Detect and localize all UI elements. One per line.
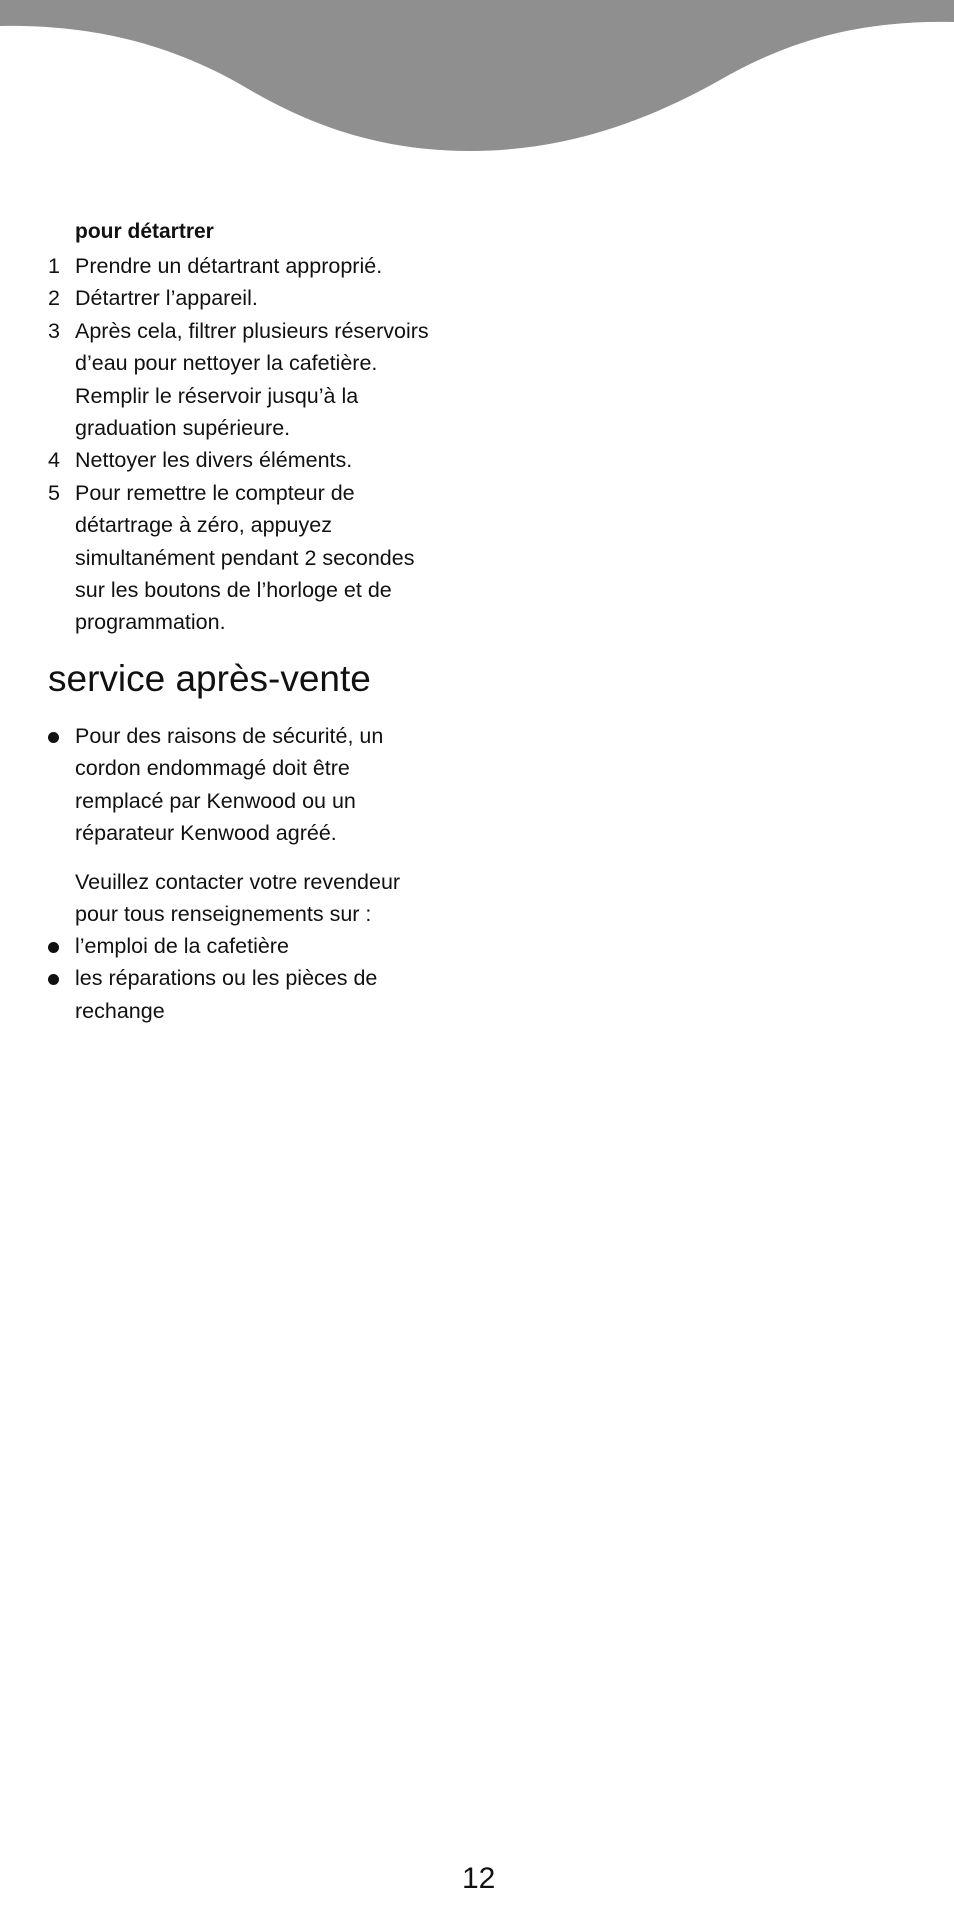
- bullet-icon: [48, 974, 59, 985]
- text-line: [0, 380, 429, 412]
- step-item: [0, 250, 429, 282]
- text-line: [0, 606, 429, 638]
- line-text: détartrage à zéro, appuyez: [75, 513, 332, 538]
- line-text: graduation supérieure.: [75, 415, 291, 440]
- text-line: [0, 995, 377, 1027]
- text-line: [0, 509, 429, 541]
- contact-bullets-list: [0, 930, 377, 1027]
- line-text: Après cela, filtrer plusieurs réservoirs: [75, 318, 429, 343]
- step-number: 3: [48, 318, 60, 343]
- line-text: Prendre un détartrant approprié.: [75, 254, 383, 278]
- descaling-steps-list: [0, 250, 429, 639]
- text-line: [0, 785, 383, 817]
- line-text: l’emploi de la cafetière: [75, 934, 289, 958]
- text-line: [0, 720, 383, 752]
- step-item: [0, 315, 429, 445]
- contact-bullet-item: [0, 962, 377, 1027]
- step-item: [0, 477, 429, 639]
- line-text: Remplir le réservoir jusqu’à la: [75, 383, 359, 408]
- line-text: Pour des raisons de sécurité, un: [75, 724, 384, 748]
- line-text: les réparations ou les pièces de: [75, 966, 378, 991]
- line-text: programmation.: [75, 610, 226, 635]
- step-item: [0, 444, 429, 476]
- line-text: réparateur Kenwood agréé.: [75, 821, 337, 846]
- line-text: pour tous renseignements sur :: [75, 902, 372, 927]
- bullet-icon: [48, 732, 59, 743]
- step-number: 2: [48, 286, 60, 311]
- line-text: rechange: [75, 998, 165, 1023]
- step-number: 4: [48, 448, 60, 473]
- text-line: [0, 542, 429, 574]
- text-line: [0, 574, 429, 606]
- line-text: Détartrer l’appareil.: [75, 286, 258, 311]
- contact-intro: [0, 866, 400, 931]
- text-line: [0, 315, 429, 347]
- text-line: [0, 866, 400, 898]
- header-wave-decoration: [0, 0, 954, 160]
- step-number: 1: [48, 254, 60, 278]
- text-line: [0, 898, 400, 930]
- line-text: cordon endommagé doit être: [75, 756, 350, 781]
- text-line: [0, 817, 383, 849]
- text-line: [0, 444, 429, 476]
- subheading: pour détartrer: [75, 220, 214, 243]
- text-line: [0, 752, 383, 784]
- contact-bullet-item: [0, 930, 377, 962]
- bullet-icon: [48, 942, 59, 953]
- text-line: [0, 282, 429, 314]
- text-line: [0, 962, 377, 994]
- text-line: [0, 930, 377, 962]
- section-title: service après-vente: [48, 658, 371, 699]
- text-line: [0, 412, 429, 444]
- line-text: d’eau pour nettoyer la cafetière.: [75, 351, 378, 376]
- line-text: Pour remettre le compteur de: [75, 480, 355, 505]
- page-number: 12: [462, 1862, 496, 1895]
- text-line: [0, 477, 429, 509]
- safety-note: [0, 720, 383, 850]
- line-text: Nettoyer les divers éléments.: [75, 448, 353, 473]
- text-line: [0, 347, 429, 379]
- text-line: [0, 250, 429, 282]
- step-number: 5: [48, 480, 60, 505]
- line-text: remplacé par Kenwood ou un: [75, 788, 356, 813]
- line-text: sur les boutons de l’horloge et de: [75, 577, 392, 602]
- line-text: Veuillez contacter votre revendeur: [75, 870, 401, 894]
- line-text: simultanément pendant 2 secondes: [75, 545, 415, 570]
- step-item: [0, 282, 429, 314]
